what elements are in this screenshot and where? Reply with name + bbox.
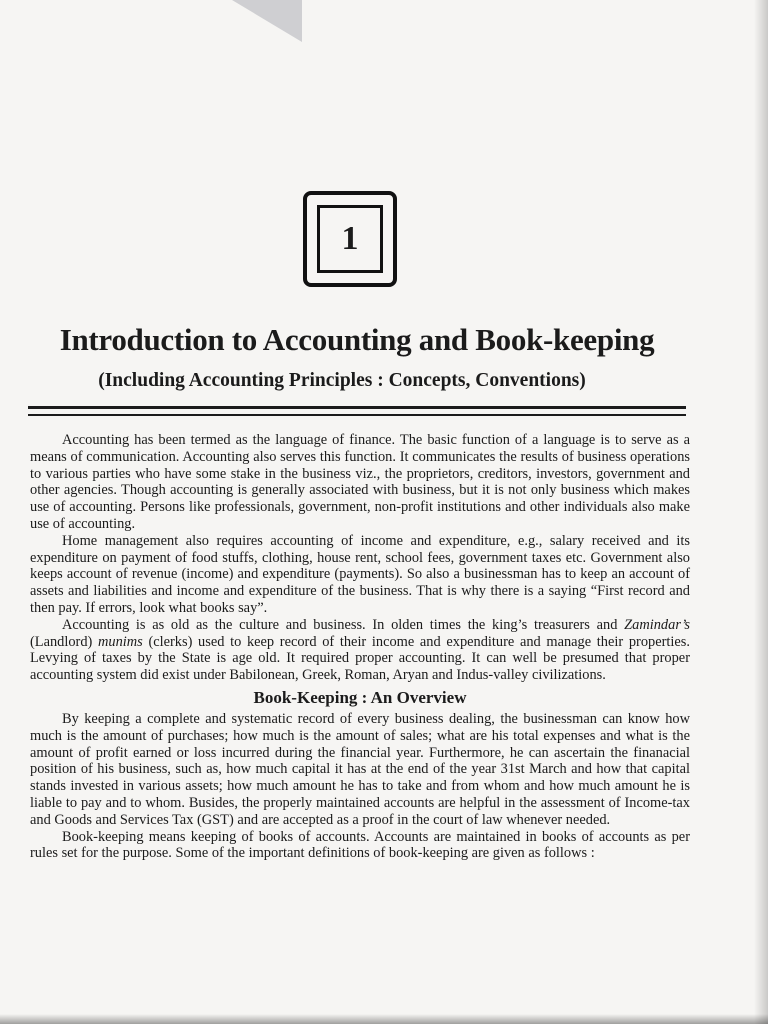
chapter-subtitle: (Including Accounting Principles : Concepts, Conventions): [98, 370, 586, 391]
page-bottom-shadow: [0, 1014, 768, 1024]
paragraph-history: [30, 617, 690, 684]
page-corner-fold: [232, 0, 302, 42]
chapter-number-box: [303, 191, 397, 287]
paragraph-book-keeping-definition: Book-keeping means keeping of books of accounts. Accounts are maintained in books of accounts as per rules set for the purpose. Some of the important definitions of book-keeping are given as follows :: [30, 828, 690, 862]
chapter-title: Introduction to Accounting and Book-keeping: [59, 322, 655, 357]
title-rule-thin: [28, 414, 686, 416]
chapter-number-inner-box: [317, 205, 383, 273]
paragraph-home-management: Home management also requires accounting of income and expenditure, e.g., salary received and its expenditure on payment of food stuffs, clothing, house rent, school fees, government taxes etc. Government also keeps account of revenue (income) and expenditure (payments). So also a businessman has to keep an account of assets and liabilities and income and expenditure of the business. That is why there is a saying “First record and then pay. If errors, look what books say”.: [30, 532, 690, 616]
paragraph-history-text-a: Accounting is as old as the culture and business. In olden times the king’s treasurers and: [62, 616, 625, 633]
munims-term: munims: [98, 633, 143, 650]
page-edge-shadow: [754, 0, 768, 1024]
paragraph-language-of-finance: Accounting has been termed as the language of finance. The basic function of a language is to serve as a means of communication. Accounting also serves this function. It communicates the results of business operations to various parties who have some stake in the business viz., the proprietors, creditors, investors, government and other agencies. Though accounting is generally associated with business, but it is not only business which makes use of accounting. Persons like professionals, government, non-profit institutions and other individuals also make use of accounting.: [30, 432, 690, 532]
paragraph-history-text-b: (Landlord): [30, 633, 98, 650]
title-rule-thick: [28, 406, 686, 409]
chapter-body: [30, 432, 690, 862]
paragraph-history-text-c: (clerks) used to keep record of their income and expenditure and manage their properties. Levying of taxes by the State is age old. It required proper accounting. It can well be presumed that proper accounting system did exist under Babilonean, Greek, Roman, Aryan and Indus-valley civilizations.: [30, 633, 690, 684]
paragraph-complete-record: By keeping a complete and systematic record of every business dealing, the businessman can know how much is the amount of purchases; how much is the amount of sales; what are his total expenses and what is the amount of profit earned or loss incurred during the financial year. Furthermore, he can ascertain the finanacial position of his business, such as, how much capital it has at the end of the year 31st March and how that capital stands invested in various assets; how much amount he has to take and from whom and how much amount he is liable to pay and to whom. Busides, the properly maintained accounts are helpful in the assessment of Income-tax and Goods and Services Tax (GST) and are accepted as a proof in the court of law whenever needed.: [30, 710, 690, 828]
section-heading-book-keeping-overview: Book-Keeping : An Overview: [253, 687, 467, 707]
zamindar-term: Zamindar’s: [624, 616, 690, 633]
chapter-number: 1: [341, 220, 359, 257]
